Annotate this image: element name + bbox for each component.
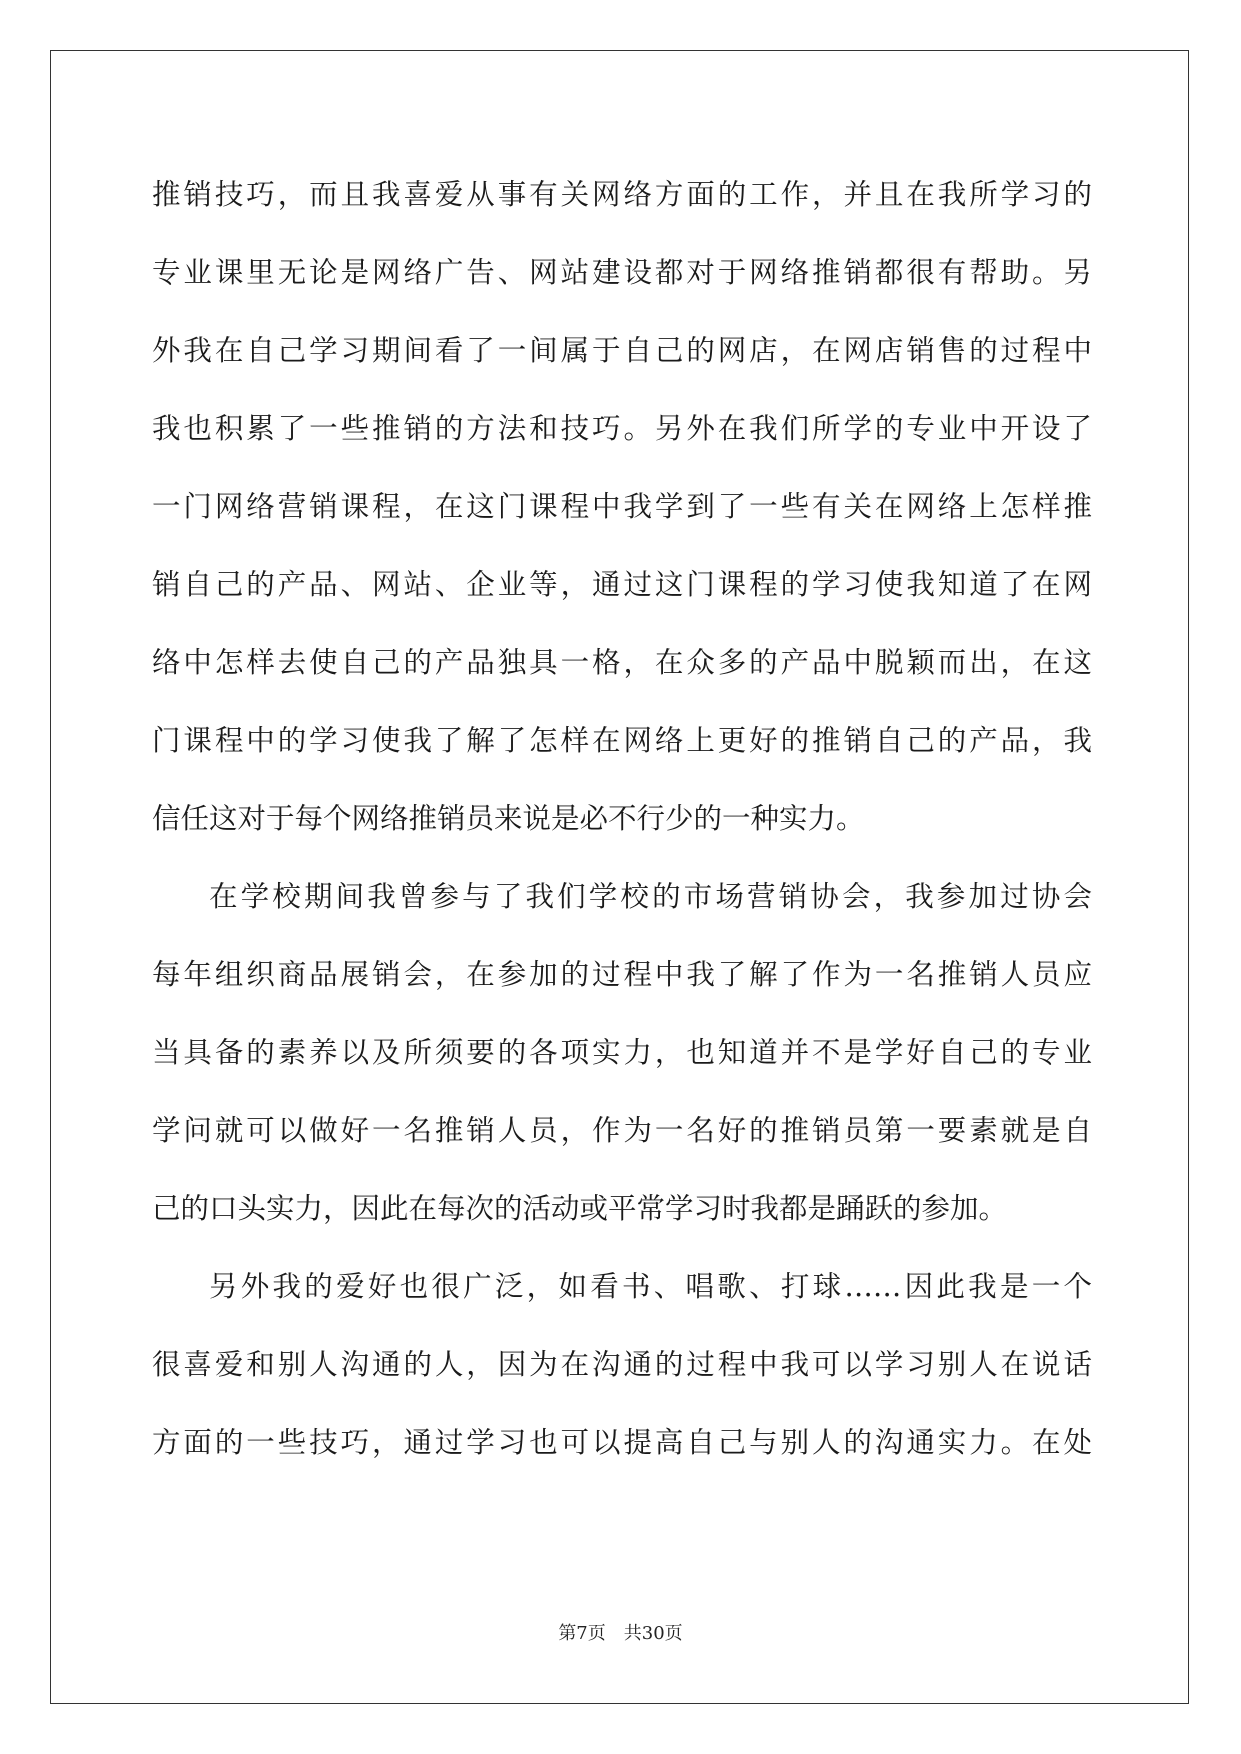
text-line: 一门网络营销课程，在这门课程中我学到了一些有关在网络上怎样推 (152, 490, 1092, 523)
text-line: 外我在自己学习期间看了一间属于自己的网店，在网店销售的过程中 (152, 334, 1092, 367)
text-line: 每年组织商品展销会，在参加的过程中我了解了作为一名推销人员应 (152, 958, 1092, 991)
text-line: 销自己的产品、网站、企业等，通过这门课程的学习使我知道了在网 (152, 568, 1092, 601)
text-line: 当具备的素养以及所须要的各项实力，也知道并不是学好自己的专业 (152, 1036, 1092, 1069)
text-line: 方面的一些技巧，通过学习也可以提高自己与别人的沟通实力。在处 (152, 1426, 1092, 1459)
text-line-paragraph-end: 己的口头实力，因此在每次的活动或平常学习时我都是踊跃的参加。 (152, 1192, 1008, 1225)
page-total: 共30页 (623, 1623, 683, 1644)
text-line-paragraph-start: 另外我的爱好也很广泛，如看书、唱歌、打球……因此我是一个 (209, 1270, 1092, 1303)
text-line: 很喜爱和别人沟通的人，因为在沟通的过程中我可以学习别人在说话 (152, 1348, 1092, 1381)
text-line: 专业课里无论是网络广告、网站建设都对于网络推销都很有帮助。另 (152, 256, 1092, 289)
text-line: 推销技巧，而且我喜爱从事有关网络方面的工作，并且在我所学习的 (152, 178, 1092, 211)
text-line: 我也积累了一些推销的方法和技巧。另外在我们所学的专业中开设了 (152, 412, 1092, 445)
text-line: 络中怎样去使自己的产品独具一格，在众多的产品中脱颖而出，在这 (152, 646, 1092, 679)
page-footer (0, 1622, 1241, 1646)
page-number: 第7页 (558, 1623, 606, 1644)
text-line-paragraph-end: 信任这对于每个网络推销员来说是必不行少的一种实力。 (152, 802, 865, 835)
text-line: 学问就可以做好一名推销人员，作为一名好的推销员第一要素就是自 (152, 1114, 1092, 1147)
document-body (152, 156, 1092, 1482)
text-line: 门课程中的学习使我了解了怎样在网络上更好的推销自己的产品，我 (152, 724, 1092, 757)
text-line-paragraph-start: 在学校期间我曾参与了我们学校的市场营销协会，我参加过协会 (209, 880, 1092, 913)
